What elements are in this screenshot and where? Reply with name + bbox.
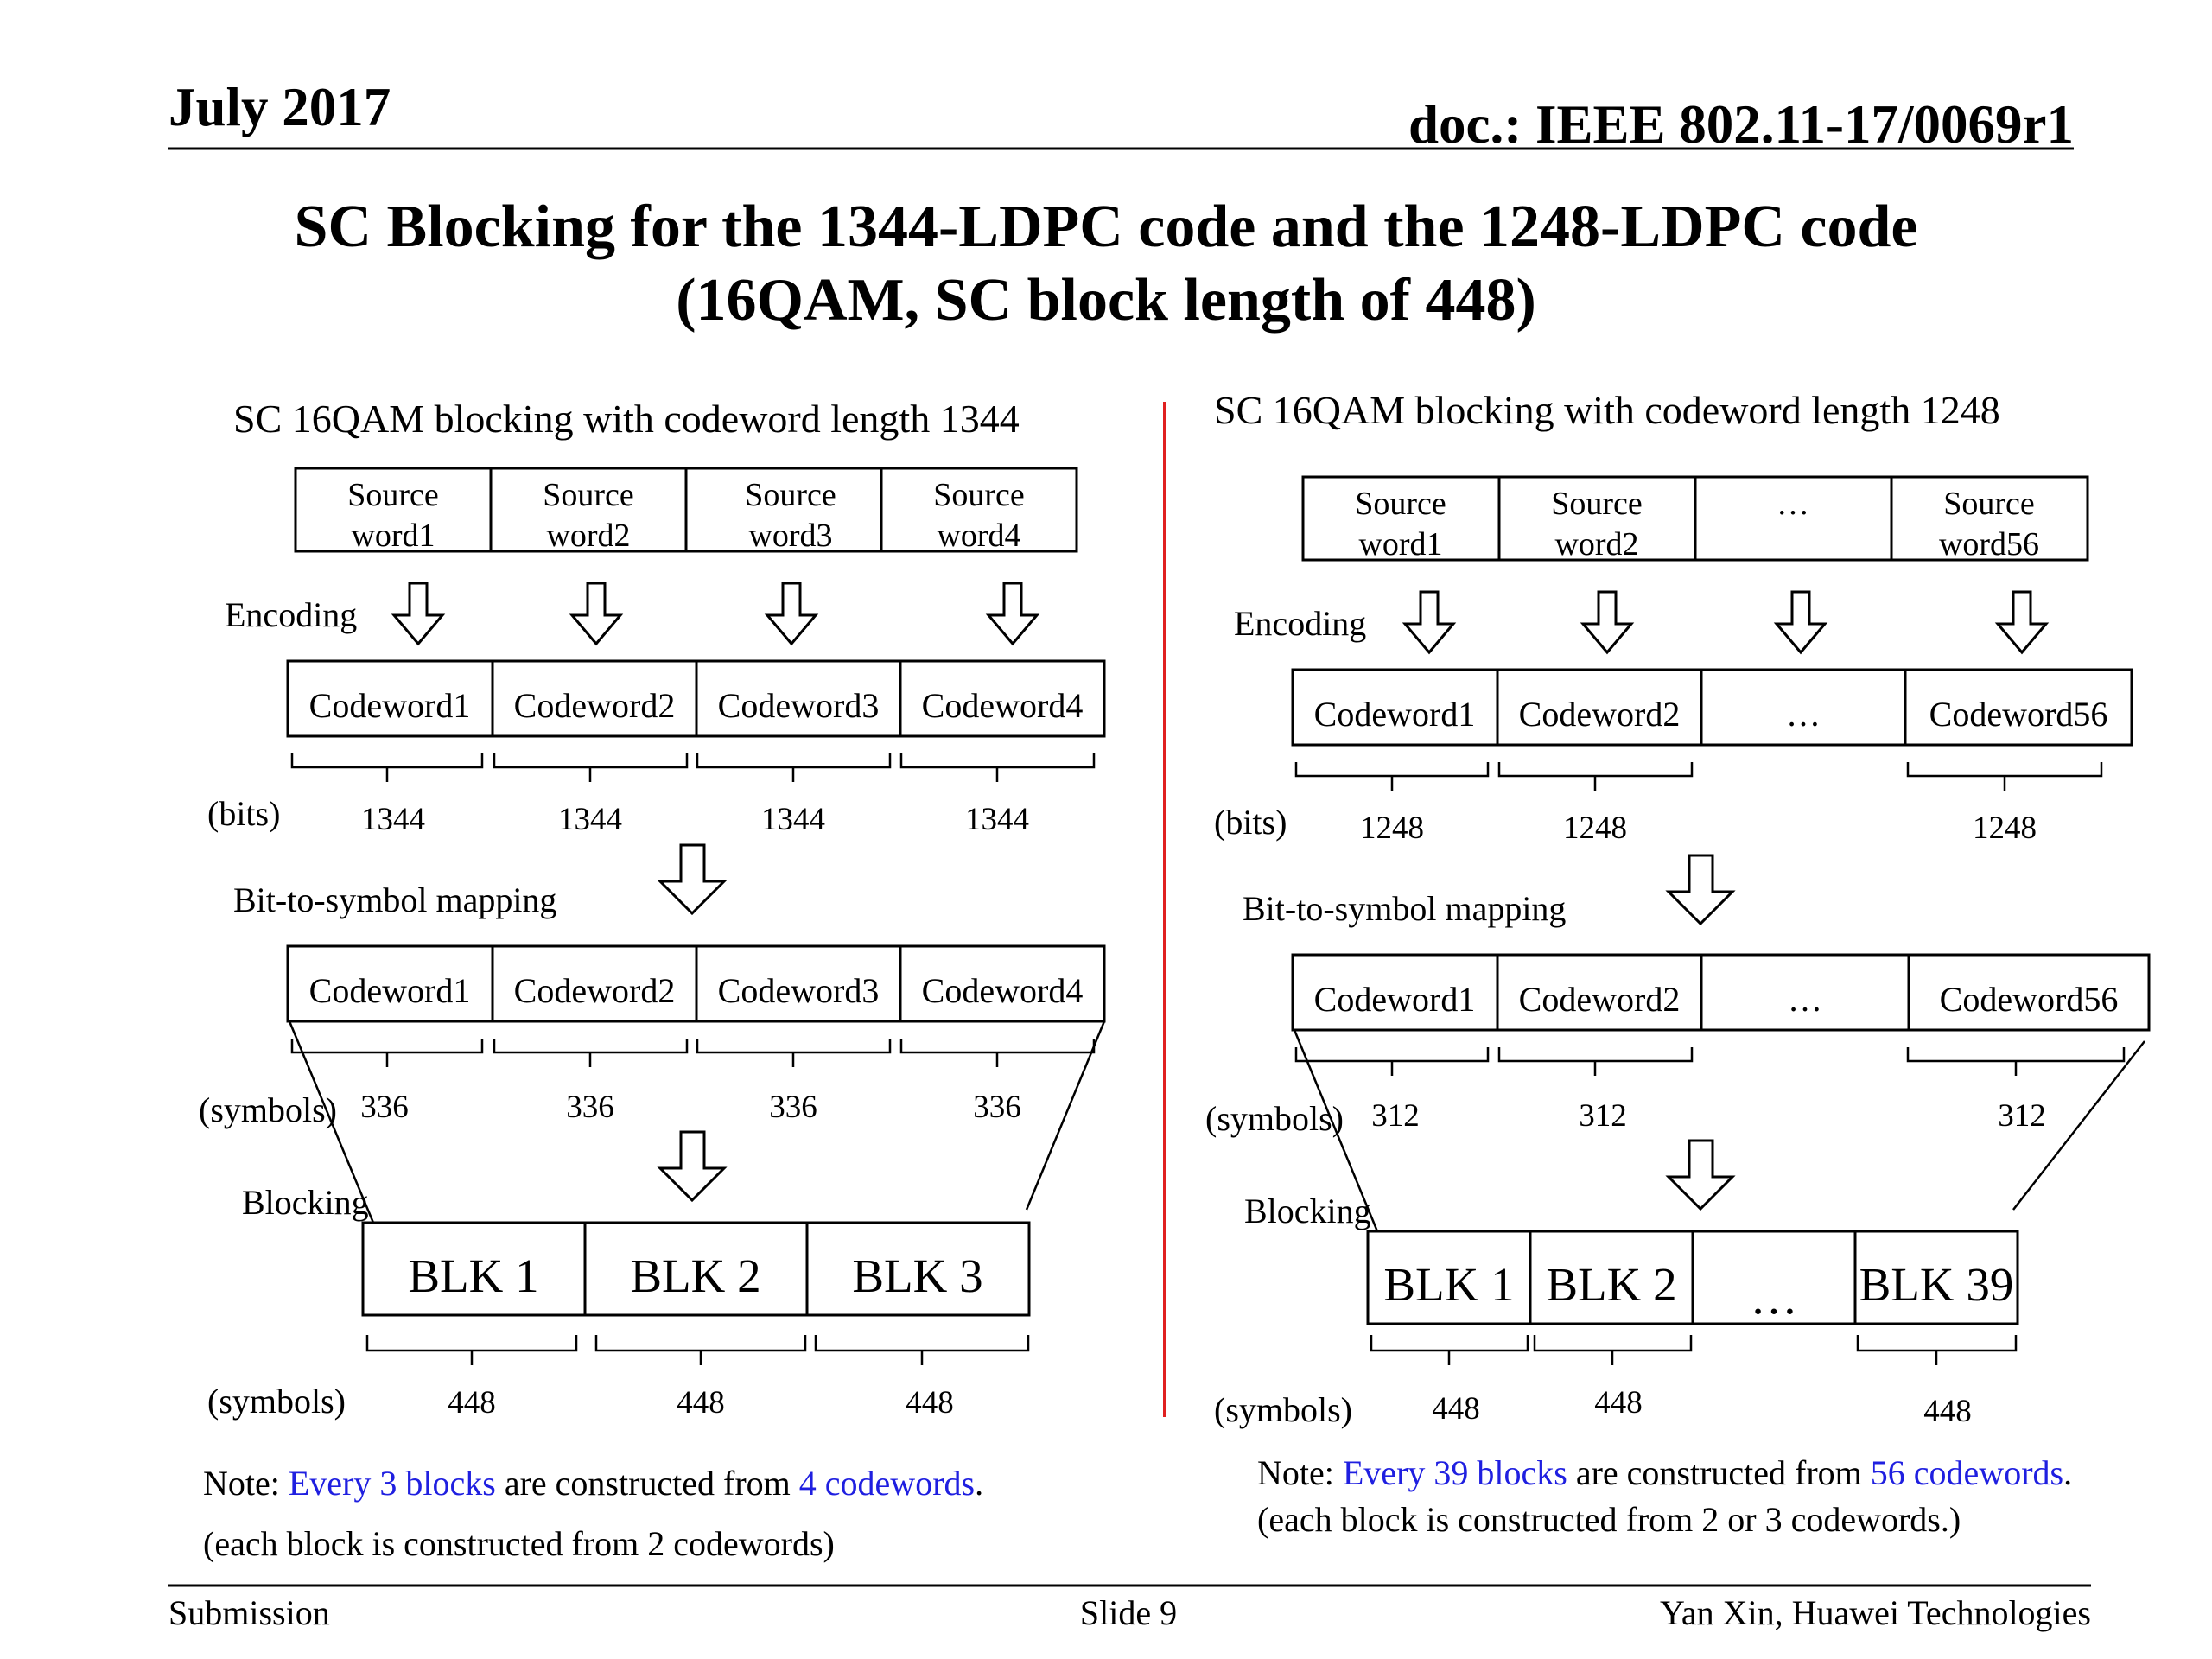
right-panel <box>1205 388 2149 1539</box>
source-word-label: word1 <box>1358 526 1443 563</box>
block-symbols-value: 448 <box>677 1385 725 1421</box>
codeword-label: Codeword4 <box>921 971 1084 1010</box>
source-word-label: Source <box>1943 486 2035 522</box>
brace <box>494 1039 687 1067</box>
note-middle: are constructed from <box>495 1464 799 1503</box>
codeword-label: Codeword1 <box>1313 695 1476 734</box>
header-doc-id: doc.: IEEE 802.11-17/0069r1 <box>1408 94 2074 155</box>
right-codewords-row1 <box>1293 670 2132 745</box>
bits-value: 1344 <box>761 802 825 837</box>
header-date: July 2017 <box>168 77 391 137</box>
note-prefix: Note: <box>1257 1453 1343 1492</box>
codeword-label: Codeword56 <box>1929 695 2108 734</box>
source-word-label: word2 <box>1554 526 1639 563</box>
brace <box>1908 762 2101 791</box>
codeword-label: Codeword56 <box>1939 980 2119 1019</box>
brace <box>697 1039 890 1067</box>
left-block-braces <box>367 1335 1028 1365</box>
codeword-label: Codeword2 <box>513 686 676 725</box>
left-bits-braces <box>292 753 1094 782</box>
source-word-label: Source <box>745 477 836 513</box>
symbols-value: 336 <box>566 1090 614 1125</box>
footer-left: Submission <box>168 1593 330 1632</box>
down-arrow-icon <box>394 583 442 644</box>
symbols-value: 336 <box>769 1090 817 1125</box>
brace <box>901 1039 1094 1067</box>
codeword-label: Codeword2 <box>513 971 676 1010</box>
bits-value: 1248 <box>1973 810 2037 846</box>
right-block-braces <box>1371 1335 2016 1365</box>
note-codewords: 56 codewords <box>1870 1453 2064 1492</box>
left-codewords-row2 <box>288 946 1104 1021</box>
left-mapping-label: Bit-to-symbol mapping <box>233 880 557 919</box>
left-bits-label: (bits) <box>207 794 281 833</box>
symbols-value: 312 <box>1371 1098 1420 1134</box>
right-bits-label: (bits) <box>1214 803 1287 842</box>
brace <box>292 753 482 782</box>
note-suffix: . <box>2063 1453 2073 1492</box>
codeword-label: Codeword2 <box>1518 695 1681 734</box>
right-heading: SC 16QAM blocking with codeword length 1248 <box>1214 388 2000 432</box>
codeword-label: … <box>1786 695 1821 734</box>
right-symbols-braces <box>1296 1047 2124 1076</box>
brace <box>1908 1047 2124 1076</box>
source-word-label: word2 <box>546 518 631 554</box>
codeword-label: Codeword1 <box>308 686 471 725</box>
bits-value: 1344 <box>361 802 425 837</box>
right-note-line2: (each block is constructed from 2 or 3 codewords.) <box>1257 1500 1961 1539</box>
symbols-value: 336 <box>973 1090 1021 1125</box>
left-heading: SC 16QAM blocking with codeword length 1344 <box>233 397 1020 441</box>
left-blocks <box>363 1223 1029 1315</box>
down-arrow-icon <box>1583 592 1631 652</box>
right-blocking-label: Blocking <box>1244 1192 1371 1230</box>
right-block-symbols-label: (symbols) <box>1214 1390 1352 1429</box>
brace <box>292 1039 482 1067</box>
note-suffix: . <box>975 1464 984 1503</box>
block-label: BLK 3 <box>852 1249 983 1302</box>
block-symbols-value: 448 <box>1923 1394 1972 1429</box>
source-word-label: … <box>1777 486 1809 522</box>
source-word-label: word4 <box>937 518 1021 554</box>
left-block-symbols-label: (symbols) <box>207 1382 346 1421</box>
right-source-words <box>1303 477 2088 563</box>
right-note <box>1257 1453 2072 1492</box>
left-panel <box>199 397 1104 1563</box>
symbols-value: 312 <box>1579 1098 1627 1134</box>
source-word-label: word3 <box>748 518 833 554</box>
bits-value: 1344 <box>558 802 622 837</box>
brace <box>1858 1335 2016 1365</box>
block-label: BLK 2 <box>1546 1258 1677 1311</box>
funnel-line <box>1027 1021 1104 1210</box>
down-arrow-icon <box>660 1132 724 1200</box>
left-encoding-label: Encoding <box>225 595 358 634</box>
note-blocks: Every 3 blocks <box>288 1464 496 1503</box>
right-mapping-label: Bit-to-symbol mapping <box>1243 889 1567 928</box>
bits-value: 1248 <box>1563 810 1627 846</box>
block-symbols-value: 448 <box>1432 1391 1480 1427</box>
brace <box>1296 1047 1488 1076</box>
bits-value: 1344 <box>965 802 1029 837</box>
brace <box>816 1335 1028 1365</box>
block-label: BLK 39 <box>1859 1258 2014 1311</box>
block-symbols-value: 448 <box>448 1385 496 1421</box>
right-codewords-row2 <box>1293 955 2149 1030</box>
left-blocking-label: Blocking <box>242 1183 369 1222</box>
brace <box>1499 762 1692 791</box>
brace <box>901 753 1094 782</box>
left-note <box>203 1464 983 1503</box>
codeword-label: … <box>1788 980 1822 1019</box>
source-word-label: Source <box>1355 486 1446 522</box>
down-arrow-icon <box>1998 592 2046 652</box>
down-arrow-icon <box>572 583 620 644</box>
left-symbols-braces <box>292 1039 1094 1067</box>
codeword-label: Codeword3 <box>717 686 880 725</box>
block-label: BLK 1 <box>408 1249 539 1302</box>
source-word-label: word1 <box>351 518 435 554</box>
down-arrow-icon <box>988 583 1037 644</box>
block-label: BLK 2 <box>630 1249 761 1302</box>
right-symbols-label: (symbols) <box>1205 1099 1344 1138</box>
left-codewords-row1 <box>288 661 1104 736</box>
left-symbols-label: (symbols) <box>199 1090 337 1129</box>
left-source-words <box>296 468 1077 554</box>
down-arrow-icon <box>660 845 724 913</box>
note-blocks: Every 39 blocks <box>1342 1453 1567 1492</box>
slide-title-line1: SC Blocking for the 1344-LDPC code and the 1248-LDPC code <box>294 194 1918 260</box>
note-codewords: 4 codewords <box>798 1464 976 1503</box>
brace <box>1296 762 1488 791</box>
right-blocks <box>1368 1231 2018 1324</box>
codeword-label: Codeword4 <box>921 686 1084 725</box>
brace <box>1499 1047 1692 1076</box>
bits-value: 1248 <box>1360 810 1424 846</box>
codeword-label: Codeword1 <box>1313 980 1476 1019</box>
right-bits-braces <box>1296 762 2101 791</box>
right-encoding-arrows <box>1405 592 2046 652</box>
brace <box>494 753 687 782</box>
source-word-label: Source <box>543 477 634 513</box>
brace <box>1535 1335 1691 1365</box>
block-label: … <box>1750 1271 1798 1324</box>
note-middle: are constructed from <box>1567 1453 1871 1492</box>
block-symbols-value: 448 <box>906 1385 954 1421</box>
symbols-value: 336 <box>360 1090 409 1125</box>
brace <box>697 753 890 782</box>
block-label: BLK 1 <box>1383 1258 1515 1311</box>
down-arrow-icon <box>767 583 816 644</box>
source-word-label: word56 <box>1938 526 2040 563</box>
note-prefix: Note: <box>203 1464 289 1503</box>
footer-slide-number: Slide 9 <box>1079 1593 1178 1632</box>
footer-author: Yan Xin, Huawei Technologies <box>1659 1593 2091 1632</box>
down-arrow-icon <box>1669 855 1732 924</box>
right-encoding-label: Encoding <box>1234 604 1367 643</box>
symbols-value: 312 <box>1998 1098 2046 1134</box>
brace <box>367 1335 576 1365</box>
left-note-line2: (each block is constructed from 2 codewords) <box>203 1524 835 1563</box>
brace <box>596 1335 805 1365</box>
block-symbols-value: 448 <box>1594 1385 1643 1421</box>
down-arrow-icon <box>1777 592 1825 652</box>
slide-title-line2: (16QAM, SC block length of 448) <box>676 267 1536 334</box>
codeword-label: Codeword3 <box>717 971 880 1010</box>
source-word-label: Source <box>1551 486 1643 522</box>
brace <box>1371 1335 1528 1365</box>
left-encoding-arrows <box>394 583 1037 644</box>
down-arrow-icon <box>1669 1141 1732 1209</box>
source-word-label: Source <box>347 477 439 513</box>
codeword-label: Codeword2 <box>1518 980 1681 1019</box>
down-arrow-icon <box>1405 592 1453 652</box>
source-word-label: Source <box>933 477 1025 513</box>
codeword-label: Codeword1 <box>308 971 471 1010</box>
